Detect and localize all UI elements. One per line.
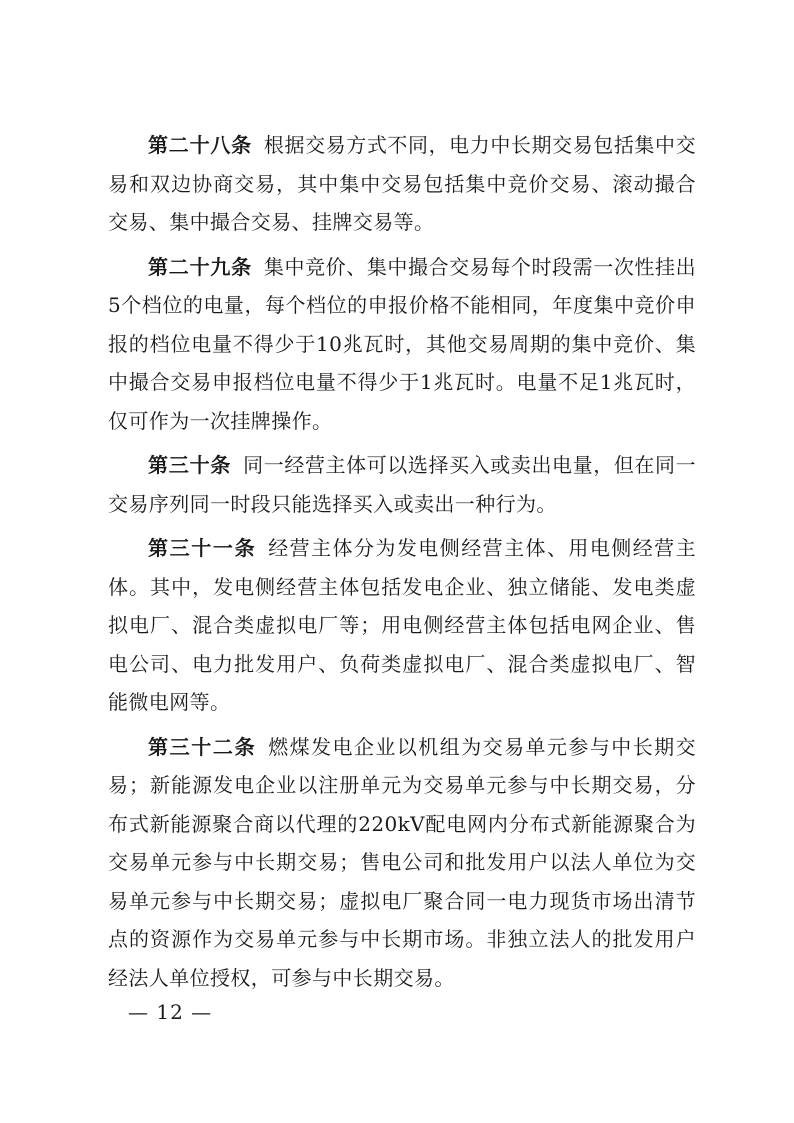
article-29 <box>108 248 696 441</box>
article-32-text: 燃煤发电企业以机组为交易单元参与中长期交易；新能源发电企业以注册单元为交易单元参与中长期交易，分布式新能源聚合商以代理的220kV配电网内分布式新能源聚合为交易单元参与中长期交易；售电公司和批发用户以法人单位为交易单元参与中长期交易；虚拟电厂聚合同一电力现货市场出清节点的资源作为交易单元参与中长期市场。非独立法人的批发用户经法人单位授权，可参与中长期交易。 <box>108 734 697 990</box>
article-28-text: 根据交易方式不同，电力中长期交易包括集中交易和双边协商交易，其中集中交易包括集中竞价交易、滚动撮合交易、集中撮合交易、挂牌交易等。 <box>108 133 696 234</box>
article-30-text: 同一经营主体可以选择买入或卖出电量，但在同一交易序列同一时段只能选择买入或卖出一种行为。 <box>108 453 696 516</box>
article-31 <box>108 529 696 722</box>
article-32-number: 第三十二条 <box>148 734 257 759</box>
document-body <box>108 126 696 1003</box>
article-28-number: 第二十八条 <box>148 133 252 157</box>
article-31-number: 第三十一条 <box>148 536 257 560</box>
article-29-text: 集中竞价、集中撮合交易每个时段需一次性挂出5个档位的电量，每个档位的申报价格不能相同，年度集中竞价申报的档位电量不得少于10兆瓦时，其他交易周期的集中竞价、集中撮合交易申报档位电量不得少于1兆瓦时。电量不足1兆瓦时，仅可作为一次挂牌操作。 <box>108 254 696 433</box>
page-number: — 12 — <box>128 1000 213 1024</box>
article-30 <box>108 446 696 523</box>
article-28 <box>108 126 696 242</box>
article-32 <box>108 728 696 998</box>
article-29-number: 第二十九条 <box>148 254 252 279</box>
article-31-text: 经营主体分为发电侧经营主体、用电侧经营主体。其中，发电侧经营主体包括发电企业、独立储能、发电类虚拟电厂、混合类虚拟电厂等；用电侧经营主体包括电网企业、售电公司、电力批发用户、负荷类虚拟电厂、混合类虚拟电厂、智能微电网等。 <box>108 536 697 714</box>
article-30-number: 第三十条 <box>148 453 232 477</box>
